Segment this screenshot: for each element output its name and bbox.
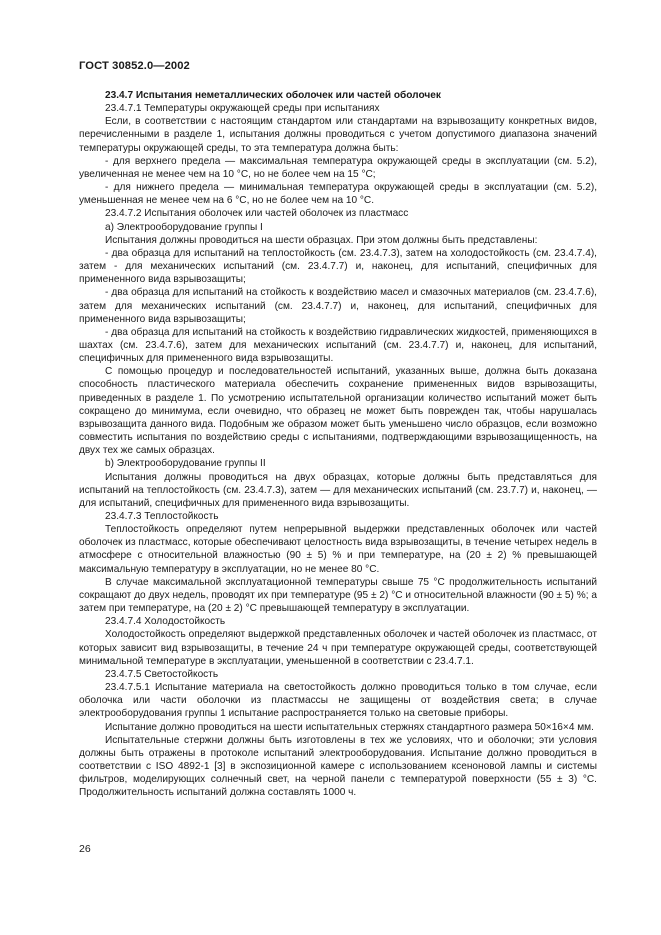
paragraph: Теплостойкость определяют путем непрерывной выдержки представленных оболочек или частей оболочек из пластмасс, которые обеспечивают целостность вида взрывозащиты, в течение четырех недель в атмосфере с относительной влажностью (90 ± 5) % и при температуре, на (20 ± 2) % превышающей максимальную температуру в эксплуатации, но не менее 80 °С.	[79, 524, 597, 575]
document-body	[79, 89, 597, 799]
paragraph: Если, в соответствии с настоящим стандартом или стандартами на взрывозащиту конкретных видов, перечисленными в разделе 1, испытания должны проводиться с учетом допустимого диапазона значений температуры окружающей среды, то эта температура должна быть:	[79, 116, 597, 154]
paragraph: В случае максимальной эксплуатационной температуры свыше 75 °С продолжительность испытаний сокращают до двух недель, проводят их при температуре (95 ± 2) °С и относительной влажности (90 ± 5) %; а затем при температуре, на (20 ± 2) °С превышающей температуру в эксплуатации.	[79, 576, 597, 615]
item-title: а) Электрооборудование группы I	[105, 221, 263, 233]
paragraph: Испытания должны проводиться на двух образцах, которые должны быть представляться для испытаний на теплостойкость (см. 23.4.7.3), затем — для механических испытаний (см. 23.7.7) и, наконец, — для испытаний, специфичных для примененного вида взрывозащиты.	[79, 471, 597, 509]
list-item: - для нижнего предела — минимальная температура окружающей среды в эксплуатации (см. 5.2), уменьшенная не менее чем на 6 °С, но не более чем на 10 °С.	[79, 182, 597, 207]
paragraph: 23.4.7.5.1 Испытание материала на светостойкость должно проводиться только в том случае, если оболочка или части оболочки из пластмассы не защищены от воздействия света; в случае электрооборудования группы 1 испытание распространяется только на световые приборы.	[79, 682, 597, 720]
list-item: - для верхнего предела — максимальная температура окружающей среды в эксплуатации (см. 5.2), увеличенная не менее чем на 10 °С, но не более чем на 15 °С;	[79, 155, 597, 180]
document-header: ГОСТ 30852.0—2002	[79, 60, 190, 72]
paragraph: Испытание должно проводиться на шести испытательных стержнях стандартного размера 50×16×4 мм.	[105, 721, 594, 733]
subsection-title: 23.4.7.1 Температуры окружающей среды при испытаниях	[105, 103, 380, 115]
page-number: 26	[79, 843, 91, 855]
section-heading: 23.4.7 Испытания неметаллических оболочек или частей оболочек	[105, 90, 441, 101]
paragraph: Холодостойкость определяют выдержкой представленных оболочек и частей оболочек из пластмасс, от которых зависит вид взрывозащиты, в течение 24 ч при температуре окружающей среды, соответствующей минимальной температуре в эксплуатации, уменьшенной в соответствии с 23.4.7.1.	[79, 629, 597, 667]
subsection-title: 23.4.7.2 Испытания оболочек или частей оболочек из пластмасс	[105, 208, 409, 220]
paragraph: Испытательные стержни должны быть изготовлены в тех же условиях, что и оболочки; эти условия должны быть отражены в протоколе испытаний электрооборудования. Испытание должно проводиться в соответствии с ISO 4892-1 [3] в экспозиционной камере с использованием ксеноновой лампы и системы фильтров, моделирующих солнечный свет, на черной панели с температурой поверхности (55 ± 3) °С. Продолжительность испытаний должна составлять 1000 ч.	[79, 734, 597, 799]
list-item: - два образца для испытаний на теплостойкость (см. 23.4.7.3), затем на холодостойкость (см. 23.4.7.4), затем - для механических испытаний (см. 23.4.7.7) и, наконец, для испытаний, специфичных для примененного вида взрывозащиты;	[79, 247, 597, 286]
list-item: - два образца для испытаний на стойкость к воздействию гидравлических жидкостей, применяющихся в шахтах (см. 23.4.7.6), затем для механических испытаний (см. 23.4.7.7) и, наконец, для испытаний, специфичных для примененного вида взрывозащиты.	[79, 326, 597, 365]
subsection-title: 23.4.7.3 Теплостойкость	[105, 511, 219, 522]
list-item: - два образца для испытаний на стойкость к воздействию масел и смазочных материалов (см. 23.4.7.6), затем для механических испытаний (см. 23.4.7.7) и, наконец, для испытаний, специфичных для примененного вида взрывозащиты;	[79, 287, 597, 325]
paragraph: Испытания должны проводиться на шести образцах. При этом должны быть представлены:	[105, 234, 538, 246]
item-title: b) Электрооборудование группы II	[105, 458, 266, 470]
subsection-title: 23.4.7.4 Холодостойкость	[105, 616, 226, 628]
paragraph: С помощью процедур и последовательностей испытаний, указанных выше, должна быть доказана способность пластического материала обеспечить сохранение примененных видов взрывозащиты, приведенных в разделе 1. По усмотрению испытательной организации количество испытаний может быть сокращено до минимума, если очевидно, что образец не может быть поврежден так, чтобы нарушалась взрывозащита данного вида. Подобным же образом может быть уменьшено число образцов, если возможно совместить испытания по воздействию среды с испытаниями, подтверждающими взрывозащищенность, на двух тех же самых образцах.	[79, 366, 597, 457]
subsection-title: 23.4.7.5 Светостойкость	[105, 668, 219, 680]
